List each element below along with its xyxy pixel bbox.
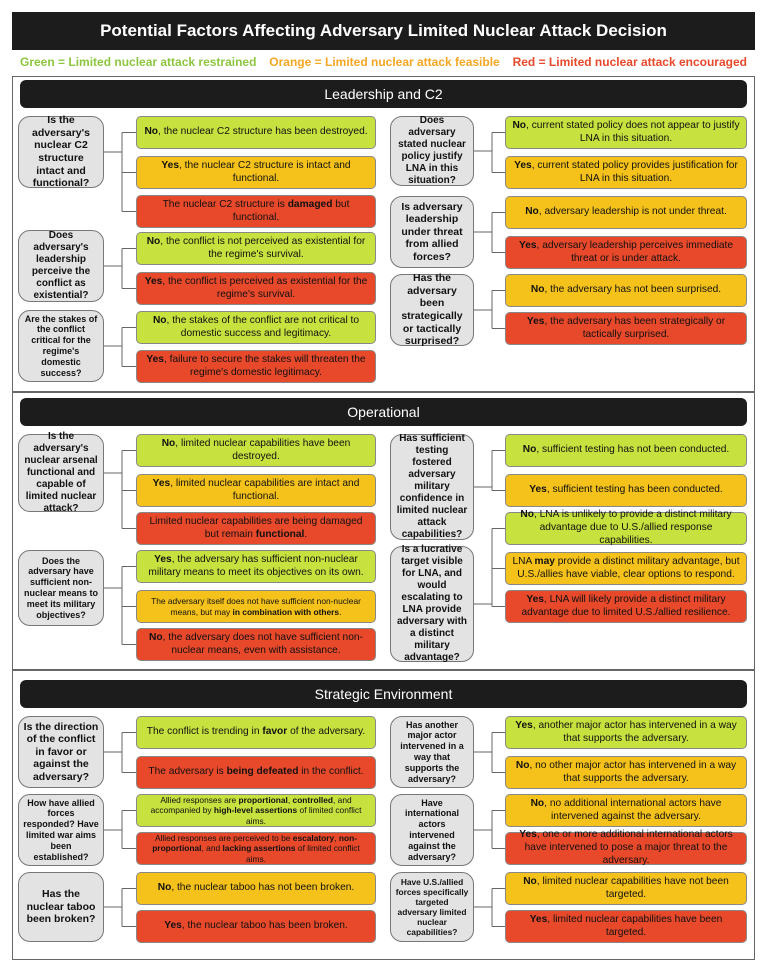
answer-green: No, sufficient testing has not been conducted. — [505, 434, 747, 467]
question-box: Has sufficient testing fostered adversary military confidence in limited nuclear attack capabilities? — [390, 434, 474, 540]
answer-orange: LNA may provide a distinct military advantage, but U.S./allies have viable, clear options to respond. — [505, 552, 747, 585]
answer-red: The nuclear C2 structure is damaged but functional. — [136, 195, 376, 228]
legend — [12, 52, 755, 72]
answer-orange: Yes, the nuclear C2 structure is intact and functional. — [136, 156, 376, 189]
question-box: Has the adversary been strategically or tactically surprised? — [390, 274, 474, 346]
question-box: Is a lucrative target visible for LNA, and would escalating to LNA provide adversary with a distinct military advantage? — [390, 546, 474, 662]
answer-red: Yes, failure to secure the stakes will threaten the regime's domestic legitimacy. — [136, 350, 376, 383]
answer-orange: Yes, sufficient testing has been conducted. — [505, 474, 747, 507]
answer-orange: No, the adversary has not been surprised. — [505, 274, 747, 307]
answer-red: Yes, LNA will likely provide a distinct military advantage due to limited U.S./allied resilience. — [505, 590, 747, 623]
answer-red: No, the adversary does not have sufficient non-nuclear means, even with assistance. — [136, 628, 376, 661]
answer-red: Limited nuclear capabilities are being damaged but remain functional. — [136, 512, 376, 545]
answer-orange: No, adversary leadership is not under threat. — [505, 196, 747, 229]
page-title: Potential Factors Affecting Adversary Limited Nuclear Attack Decision — [12, 12, 755, 50]
answer-red: Yes, the conflict is perceived as existential for the regime's survival. — [136, 272, 376, 305]
answer-green: Yes, another major actor has intervened in a way that supports the adversary. — [505, 716, 747, 749]
answer-green: No, current stated policy does not appear to justify LNA in this situation. — [505, 116, 747, 149]
answer-orange: Yes, limited nuclear capabilities are intact and functional. — [136, 474, 376, 507]
answer-orange: The adversary itself does not have sufficient non-nuclear means, but may in combination with others. — [136, 590, 376, 623]
question-box: Have international actors intervened against the adversary? — [390, 794, 474, 866]
section-header-operational: Operational — [20, 398, 747, 426]
legend-green: Green = Limited nuclear attack restrained — [20, 55, 257, 69]
section-header-leadership: Leadership and C2 — [20, 80, 747, 108]
question-box: How have allied forces responded? Have limited war aims been established? — [18, 794, 104, 866]
answer-orange: No, limited nuclear capabilities have not been targeted. — [505, 872, 747, 905]
question-box: Does the adversary have sufficient non-nuclear means to meet its military objectives? — [18, 550, 104, 626]
answer-green: No, the conflict is not perceived as existential for the regime's survival. — [136, 232, 376, 265]
answer-red: Yes, the nuclear taboo has been broken. — [136, 910, 376, 943]
answer-green: Allied responses are proportional, controlled, and accompanied by high-level assertions of limited conflict aims. — [136, 794, 376, 827]
answer-green: The conflict is trending in favor of the adversary. — [136, 716, 376, 749]
answer-green: No, the nuclear C2 structure has been destroyed. — [136, 116, 376, 149]
legend-red: Red = Limited nuclear attack encouraged — [512, 55, 747, 69]
question-box: Have U.S./allied forces specifically targeted adversary limited nuclear capabilities? — [390, 872, 474, 942]
answer-green: No, limited nuclear capabilities have been destroyed. — [136, 434, 376, 467]
answer-orange: No, no additional international actors have intervened against the adversary. — [505, 794, 747, 827]
question-box: Does adversary stated nuclear policy justify LNA in this situation? — [390, 116, 474, 186]
answer-orange: No, the nuclear taboo has not been broken. — [136, 872, 376, 905]
question-box: Is the direction of the conflict in favor or against the adversary? — [18, 716, 104, 788]
answer-orange: Yes, current stated policy provides justification for LNA in this situation. — [505, 156, 747, 189]
section-header-strategic: Strategic Environment — [20, 680, 747, 708]
question-box: Is the adversary's nuclear arsenal functional and capable of limited nuclear attack? — [18, 434, 104, 512]
answer-red: The adversary is being defeated in the conflict. — [136, 756, 376, 789]
answer-orange: No, no other major actor has intervened in a way that supports the adversary. — [505, 756, 747, 789]
question-box: Is the adversary's nuclear C2 structure intact and functional? — [18, 116, 104, 188]
answer-red: Yes, one or more additional international actors have intervened to pose a major threat to the adversary. — [505, 832, 747, 865]
answer-red: Yes, limited nuclear capabilities have been targeted. — [505, 910, 747, 943]
answer-red: Allied responses are perceived to be escalatory, non-proportional, and lacking assertions of limited conflict aims. — [136, 832, 376, 865]
answer-green: No, the stakes of the conflict are not critical to domestic success and legitimacy. — [136, 311, 376, 344]
answer-green: No, LNA is unlikely to provide a distinct military advantage due to U.S./allied response capabilities. — [505, 512, 747, 545]
answer-green: Yes, the adversary has sufficient non-nuclear military means to meet its objectives on its own. — [136, 550, 376, 583]
legend-orange: Orange = Limited nuclear attack feasible — [269, 55, 500, 69]
question-box: Has the nuclear taboo been broken? — [18, 872, 104, 942]
answer-red: Yes, adversary leadership perceives immediate threat or is under attack. — [505, 236, 747, 269]
question-box: Are the stakes of the conflict critical for the regime's domestic success? — [18, 310, 104, 382]
answer-red: Yes, the adversary has been strategically or tactically surprised. — [505, 312, 747, 345]
question-box: Is adversary leadership under threat from allied forces? — [390, 196, 474, 268]
question-box: Has another major actor intervened in a way that supports the adversary? — [390, 716, 474, 788]
question-box: Does adversary's leadership perceive the conflict as existential? — [18, 230, 104, 302]
